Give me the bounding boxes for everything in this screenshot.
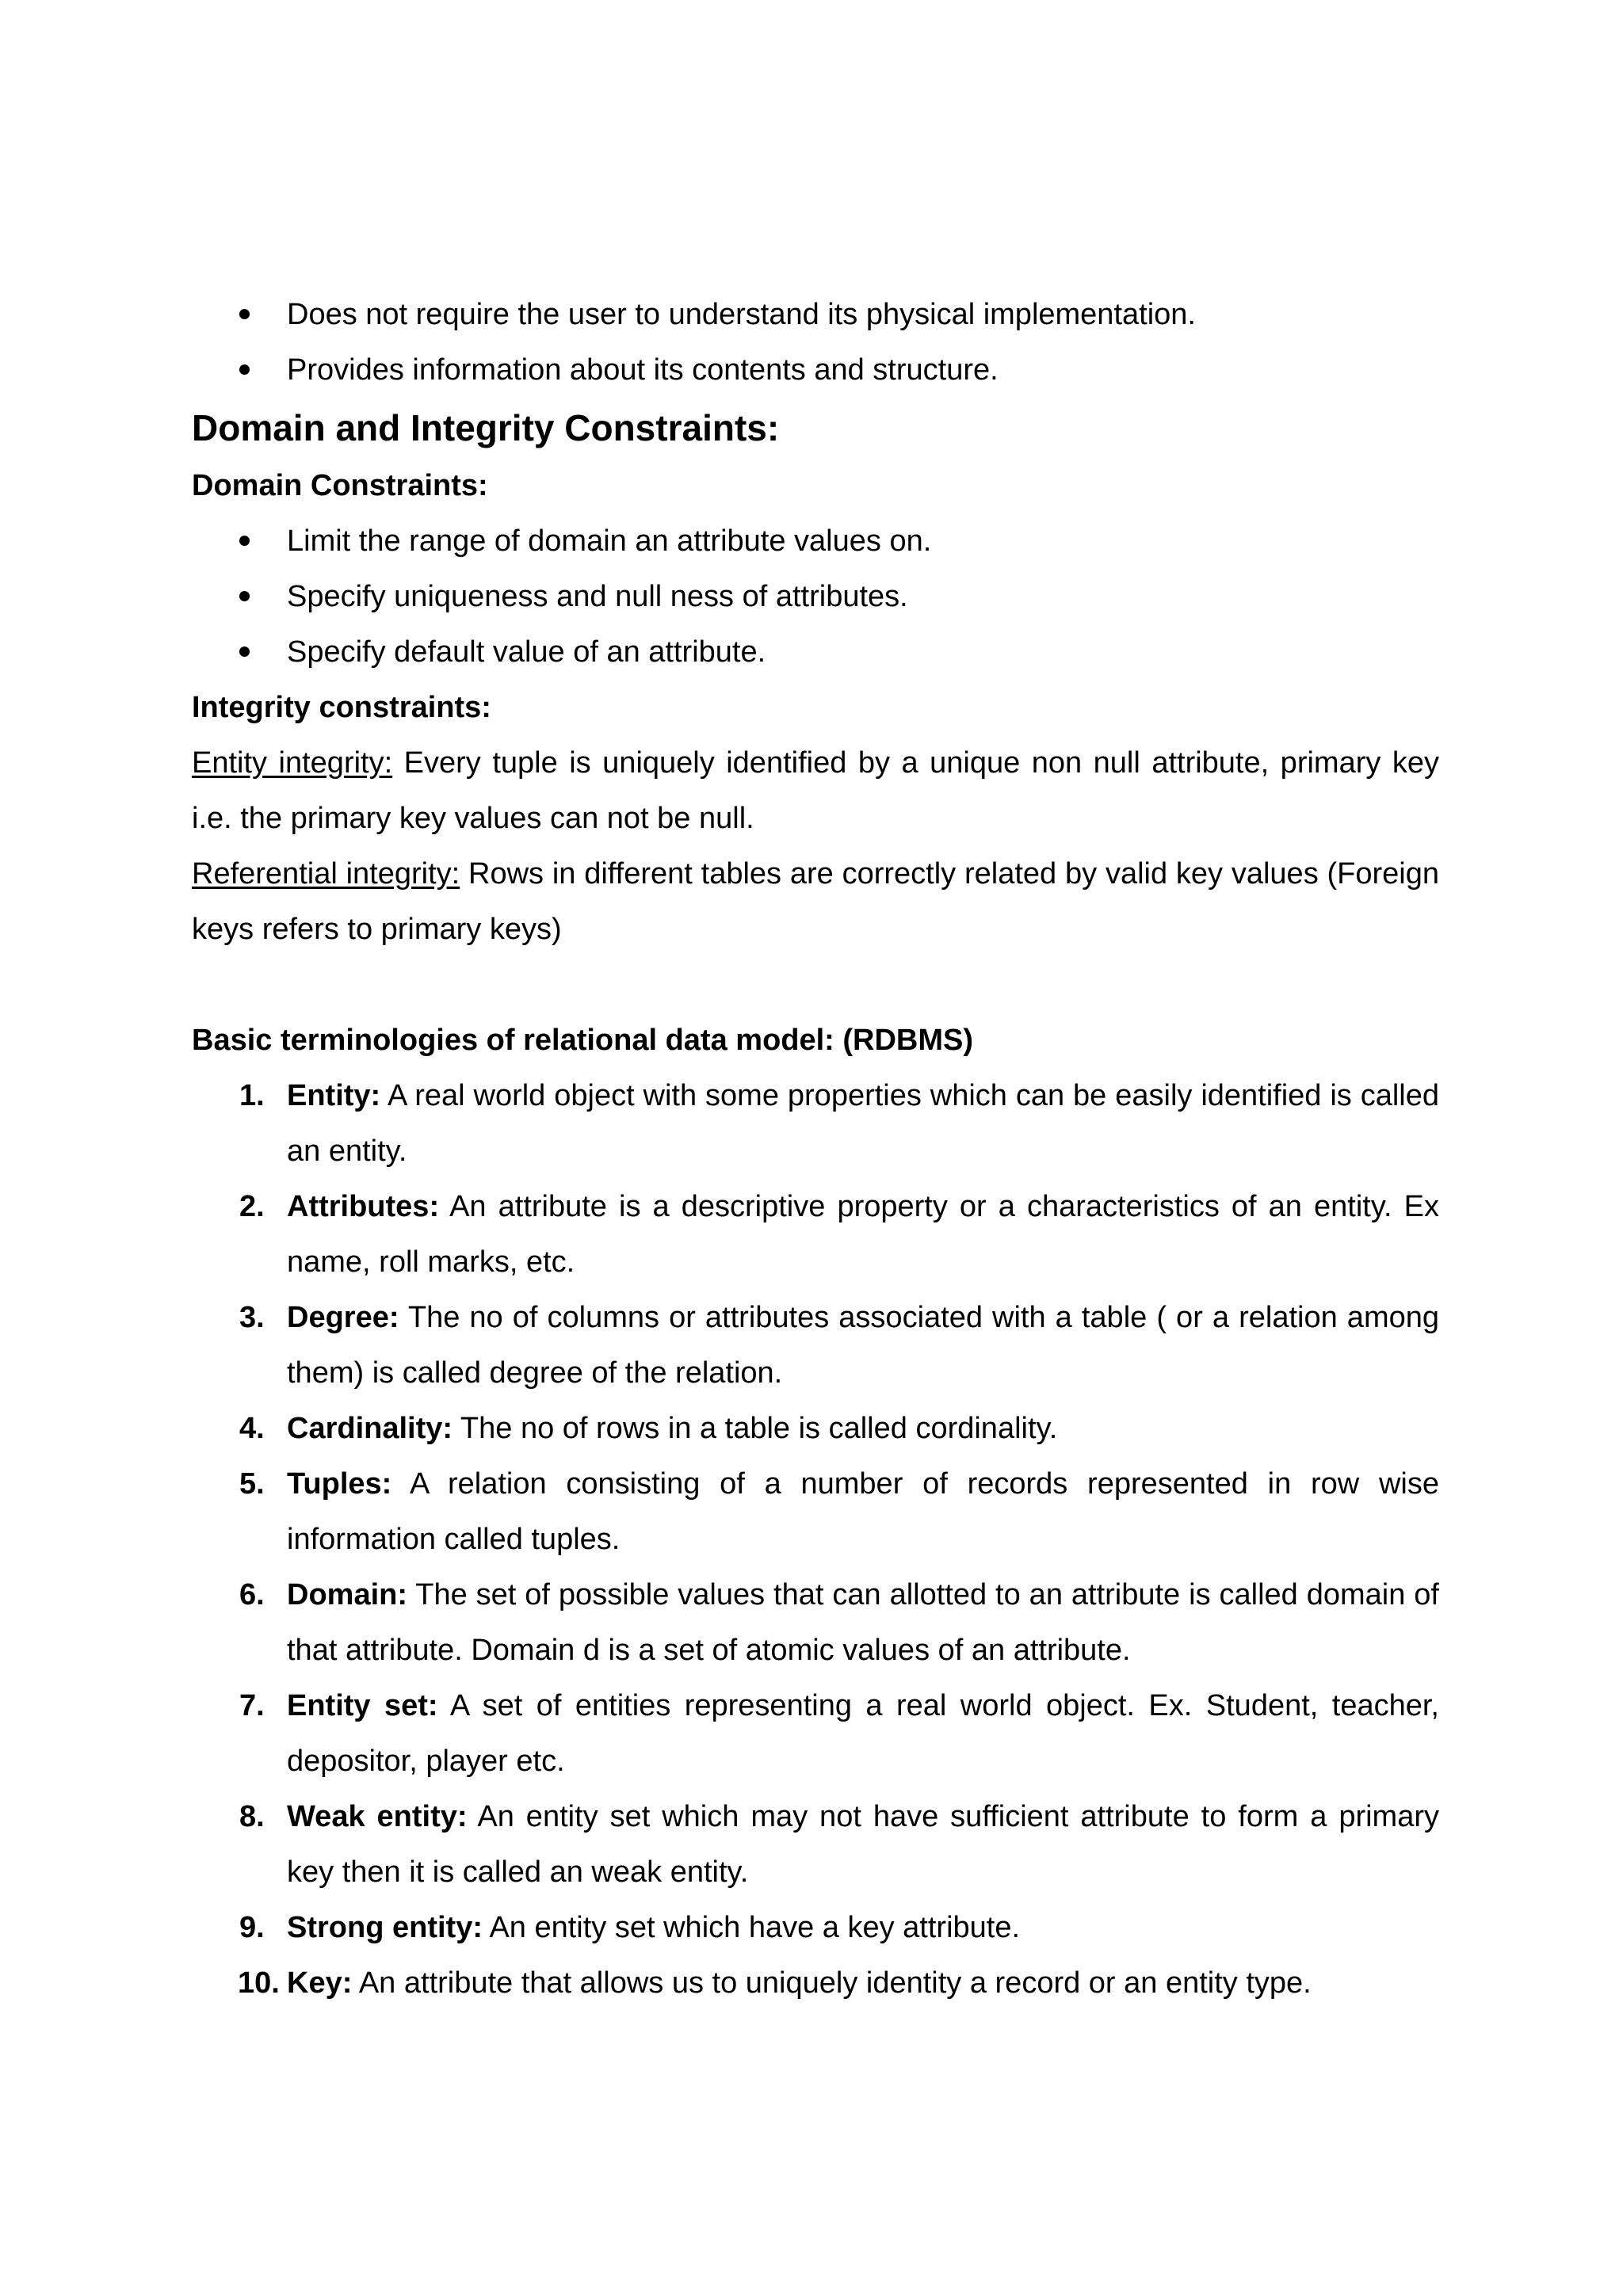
referential-integrity-label: Referential integrity: [192,857,460,891]
item-number: 1. [239,1079,265,1112]
list-item: 2. Attributes: An attribute is a descriptive property or a characteristics of an entity. Ex name, roll marks, etc. [192,1179,1439,1290]
item-term: Entity set: [287,1689,438,1722]
list-item: Specify default value of an attribute. [192,624,1439,680]
list-item: Provides information about its contents and structure. [192,342,1439,398]
list-item: Does not require the user to understand its physical implementation. [192,287,1439,342]
integrity-constraints-heading: Integrity constraints: [192,691,491,724]
item-term: Entity: [287,1079,381,1112]
bullet-icon [239,364,250,375]
item-term: Degree: [287,1301,399,1334]
item-number: 10. [238,1966,280,2000]
list-item: Specify uniqueness and null ness of attributes. [192,569,1439,624]
list-item: 7. Entity set: A set of entities representing a real world object. Ex. Student, teacher, depositor, player etc. [192,1678,1439,1789]
list-item: 10. Key: An attribute that allows us to uniquely identity a record or an entity type. [192,1955,1439,2011]
item-term: Cardinality: [287,1412,453,1445]
item-number: 7. [239,1689,265,1722]
list-item: 6. Domain: The set of possible values that can allotted to an attribute is called domain of that attribute. Domain d is a set of atomic values of an attribute. [192,1567,1439,1678]
list-item: 9. Strong entity: An entity set which have a key attribute. [192,1900,1439,1955]
item-number: 9. [239,1911,265,1944]
item-number: 3. [239,1301,265,1334]
item-term: Strong entity: [287,1911,483,1944]
terminologies-list [192,1068,1439,2011]
domain-constraints-list [192,513,1439,680]
section-title: Domain and Integrity Constraints: [192,407,780,448]
blank-line [192,957,1439,1013]
terminologies-heading: Basic terminologies of relational data model: (RDBMS) [192,1024,974,1057]
list-item: 1. Entity: A real world object with some properties which can be easily identified is called an entity. [192,1068,1439,1179]
bullet-icon [239,309,250,319]
item-number: 5. [239,1467,265,1501]
bullet-icon [239,536,250,546]
domain-constraints-heading: Domain Constraints: [192,469,488,502]
item-term: Key: [287,1966,353,2000]
bullet-icon [239,646,250,657]
referential-integrity-paragraph: Referential integrity: Rows in different tables are correctly related by valid key values (Foreign keys refers to primary keys) [192,857,1440,946]
list-item: 4. Cardinality: The no of rows in a table is called cordinality. [192,1401,1439,1456]
item-term: Weak entity: [287,1800,468,1833]
list-item: 3. Degree: The no of columns or attributes associated with a table ( or a relation among them) is called degree of the relation. [192,1290,1439,1401]
item-number: 4. [239,1412,265,1445]
item-term: Tuples: [287,1467,392,1501]
entity-integrity-paragraph: Entity integrity: Every tuple is uniquely identified by a unique non null attribute, primary key i.e. the primary key values can not be null. [192,746,1439,835]
top-bullet-list [192,287,1439,398]
item-number: 2. [239,1190,265,1223]
list-item: 8. Weak entity: An entity set which may not have sufficient attribute to form a primary key then it is called an weak entity. [192,1789,1439,1900]
item-number: 6. [239,1578,265,1611]
item-term: Attributes: [287,1190,440,1223]
item-number: 8. [239,1800,265,1833]
list-item: 5. Tuples: A relation consisting of a number of records represented in row wise information called tuples. [192,1456,1439,1567]
bullet-icon [239,591,250,601]
item-term: Domain: [287,1578,407,1611]
document-page [192,287,1439,2011]
list-item: Limit the range of domain an attribute values on. [192,513,1439,569]
entity-integrity-label: Entity integrity: [192,746,393,780]
